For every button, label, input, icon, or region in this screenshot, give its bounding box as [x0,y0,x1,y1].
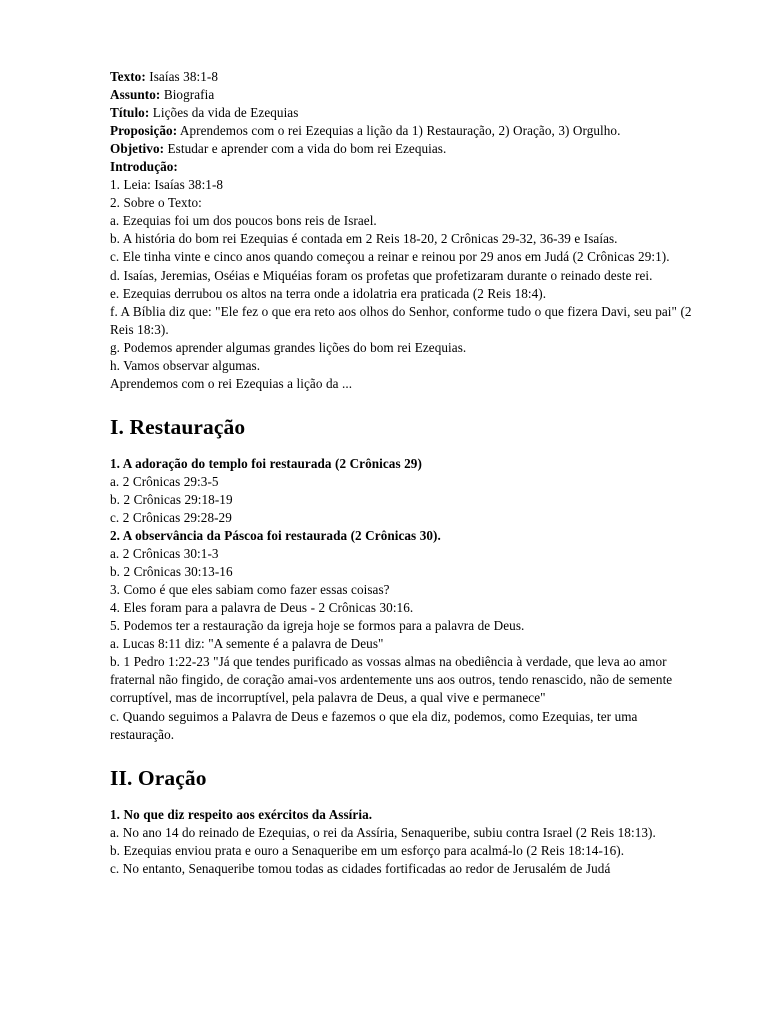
section-line: b. 2 Crônicas 29:18-19 [110,491,233,507]
section-line: c. 2 Crônicas 29:28-29 [110,509,232,525]
header-field-value: Aprendemos com o rei Ezequias a lição da 1) Restauração, 2) Oração, 3) Orgulho. [177,123,621,139]
spacer [110,744,692,765]
header-field-label: Introdução: [110,159,178,175]
section-line: a. 2 Crônicas 30:1-3 [110,546,219,562]
section-line: b. Ezequias enviou prata e ouro a Senaqueribe em um esforço para acalmá-lo (2 Reis 18:14-16). [110,842,625,858]
section-body-restauracao [110,455,692,744]
header-field-assunto [110,86,692,104]
header-field-label: Título: [110,105,150,121]
intro-line: e. Ezequias derrubou os altos na terra onde a idolatria era praticada (2 Reis 18:4). [110,285,547,301]
header-field-label: Proposição: [110,123,178,139]
intro-line: g. Podemos aprender algumas grandes lições do bom rei Ezequias. [110,339,467,355]
header-field-value: Lições da vida de Ezequias [149,105,299,121]
section-line: c. Quando seguimos a Palavra de Deus e fazemos o que ela diz, podemos, como Ezequias, ter uma restauração. [110,708,638,742]
section-line-quote: b. 1 Pedro 1:22-23 "Já que tendes purificado as vossas almas na obediência à verdade, que leva ao amor fraternal não fingido, de coração amai-vos ardentemente uns aos outros, tendo renascido, não de semente corruptível, mas de incorruptível, pela palavra de Deus, a qual vive e permanece" [110,654,673,706]
header-field-objetivo [110,140,692,158]
intro-line: b. A história do bom rei Ezequias é contada em 2 Reis 18-20, 2 Crônicas 29-32, 36-39 e Isaías. [110,231,618,247]
document-body [110,68,692,878]
section-line: a. Lucas 8:11 diz: "A semente é a palavra de Deus" [110,636,384,652]
section-line: 3. Como é que eles sabiam como fazer essas coisas? [110,582,390,598]
section-line: b. 2 Crônicas 30:13-16 [110,564,233,580]
section-line: a. No ano 14 do reinado de Ezequias, o rei da Assíria, Senaqueribe, subiu contra Israel (2 Reis 18:13). [110,824,656,840]
intro-line: c. Ele tinha vinte e cinco anos quando começou a reinar e reinou por 29 anos em Judá (2 Crônicas 29:1). [110,249,670,265]
intro-line: f. A Bíblia diz que: "Ele fez o que era reto aos olhos do Senhor, conforme tudo o que fizera Davi, seu pai" (2 Reis 18:3). [110,303,692,337]
section-line: a. 2 Crônicas 29:3-5 [110,473,219,489]
section-line: 2. A observância da Páscoa foi restaurada (2 Crônicas 30). [110,528,441,544]
section-line: 1. A adoração do templo foi restaurada (2 Crônicas 29) [110,455,422,471]
intro-line: 2. Sobre o Texto: [110,195,202,211]
section-heading-restauracao: I. Restauração [110,414,246,439]
header-field-titulo [110,104,692,122]
spacer [110,440,692,455]
section-heading-oracao: II. Oração [110,765,207,790]
header-field-value: Estudar e aprender com a vida do bom rei Ezequias. [164,141,447,157]
intro-line: Aprendemos com o rei Ezequias a lição da ... [110,375,353,391]
header-field-value: Isaías 38:1-8 [145,69,218,84]
intro-line: d. Isaías, Jeremias, Oséias e Miquéias foram os profetas que profetizaram durante o reinado deste rei. [110,267,653,283]
spacer [110,393,692,414]
intro-line: h. Vamos observar algumas. [110,357,261,373]
section-line: 1. No que diz respeito aos exércitos da Assíria. [110,806,373,822]
section-line: 4. Eles foram para a palavra de Deus - 2 Crônicas 30:16. [110,600,414,616]
spacer [110,791,692,806]
header-fields-block [110,68,692,176]
header-field-label: Assunto: [110,87,161,103]
header-field-proposicao [110,122,692,140]
header-field-label: Texto: [110,69,146,84]
section-line: 5. Podemos ter a restauração da igreja hoje se formos para a palavra de Deus. [110,618,525,634]
header-field-value: Biografia [160,87,215,103]
section-body-oracao [110,806,692,878]
header-field-texto [110,68,692,86]
section-line: c. No entanto, Senaqueribe tomou todas as cidades fortificadas ao redor de Jerusalém de Judá [110,860,611,876]
header-field-label: Objetivo: [110,141,165,157]
intro-line: a. Ezequias foi um dos poucos bons reis de Israel. [110,213,377,229]
intro-line: 1. Leia: Isaías 38:1-8 [110,177,224,193]
header-field-introducao [110,158,692,176]
introduction-lines-block [110,176,692,393]
